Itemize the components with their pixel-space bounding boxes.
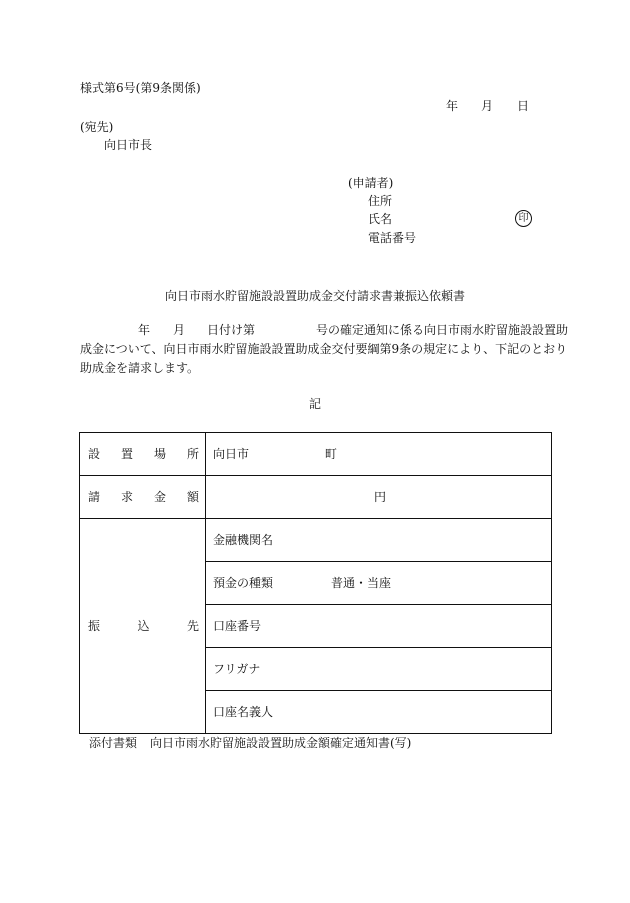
date-year: 年 bbox=[446, 99, 459, 113]
amount-label: 請 求 金 額 bbox=[80, 476, 206, 519]
account-number-field[interactable]: 口座番号 bbox=[206, 605, 551, 648]
location-label: 設 置 場 所 bbox=[80, 433, 206, 476]
applicant-name: 氏名 bbox=[368, 212, 393, 226]
addressee-note: (宛先) bbox=[80, 120, 114, 134]
row-amount bbox=[80, 476, 552, 519]
date-day: 日 bbox=[517, 99, 530, 113]
seal-mark: 印 bbox=[515, 210, 532, 227]
addressee: 向日市長 bbox=[104, 138, 153, 152]
applicant-address: 住所 bbox=[368, 194, 393, 208]
form-number: 様式第6号(第9条関係) bbox=[80, 81, 201, 95]
body-line-2: 成金について、向日市雨水貯留施設設置助成金交付要綱第9条の規定により、下記のとおり bbox=[80, 342, 568, 356]
bank-name-field[interactable]: 金融機関名 bbox=[206, 519, 551, 562]
body-day-dated: 日付け第 bbox=[207, 323, 256, 337]
transfer-label: 振 込 先 bbox=[80, 519, 206, 734]
body-month: 月 bbox=[173, 323, 186, 337]
date-month: 月 bbox=[481, 99, 494, 113]
row-location bbox=[80, 433, 552, 476]
request-table bbox=[79, 432, 552, 734]
location-town: 町 bbox=[324, 447, 337, 461]
applicant-label: (申請者) bbox=[348, 176, 394, 190]
furigana-field[interactable]: フリガナ bbox=[206, 648, 551, 691]
body-line-3: 助成金を請求します。 bbox=[80, 361, 200, 375]
location-city: 向日市 bbox=[213, 447, 250, 461]
document-title: 向日市雨水貯留施設設置助成金交付請求書兼振込依頼書 bbox=[164, 289, 465, 303]
row-transfer bbox=[80, 519, 552, 734]
account-holder-field[interactable]: 口座名義人 bbox=[213, 705, 274, 719]
attachment-label: 添付書類 bbox=[89, 736, 138, 750]
body-year: 年 bbox=[138, 323, 151, 337]
attachment-value: 向日市雨水貯留施設設置助成金額確定通知書(写) bbox=[150, 736, 412, 750]
deposit-type-field[interactable]: 預金の種類 普通・当座 bbox=[206, 562, 551, 605]
amount-unit: 円 bbox=[374, 490, 387, 504]
ki-mark: 記 bbox=[308, 397, 321, 411]
deposit-options: 普通・当座 bbox=[331, 576, 392, 590]
amount-value[interactable] bbox=[206, 476, 552, 519]
location-value[interactable] bbox=[206, 433, 552, 476]
applicant-phone: 電話番号 bbox=[368, 231, 417, 245]
transfer-details bbox=[206, 519, 552, 734]
body-notice: 号の確定通知に係る向日市雨水貯留施設設置助 bbox=[316, 323, 569, 337]
